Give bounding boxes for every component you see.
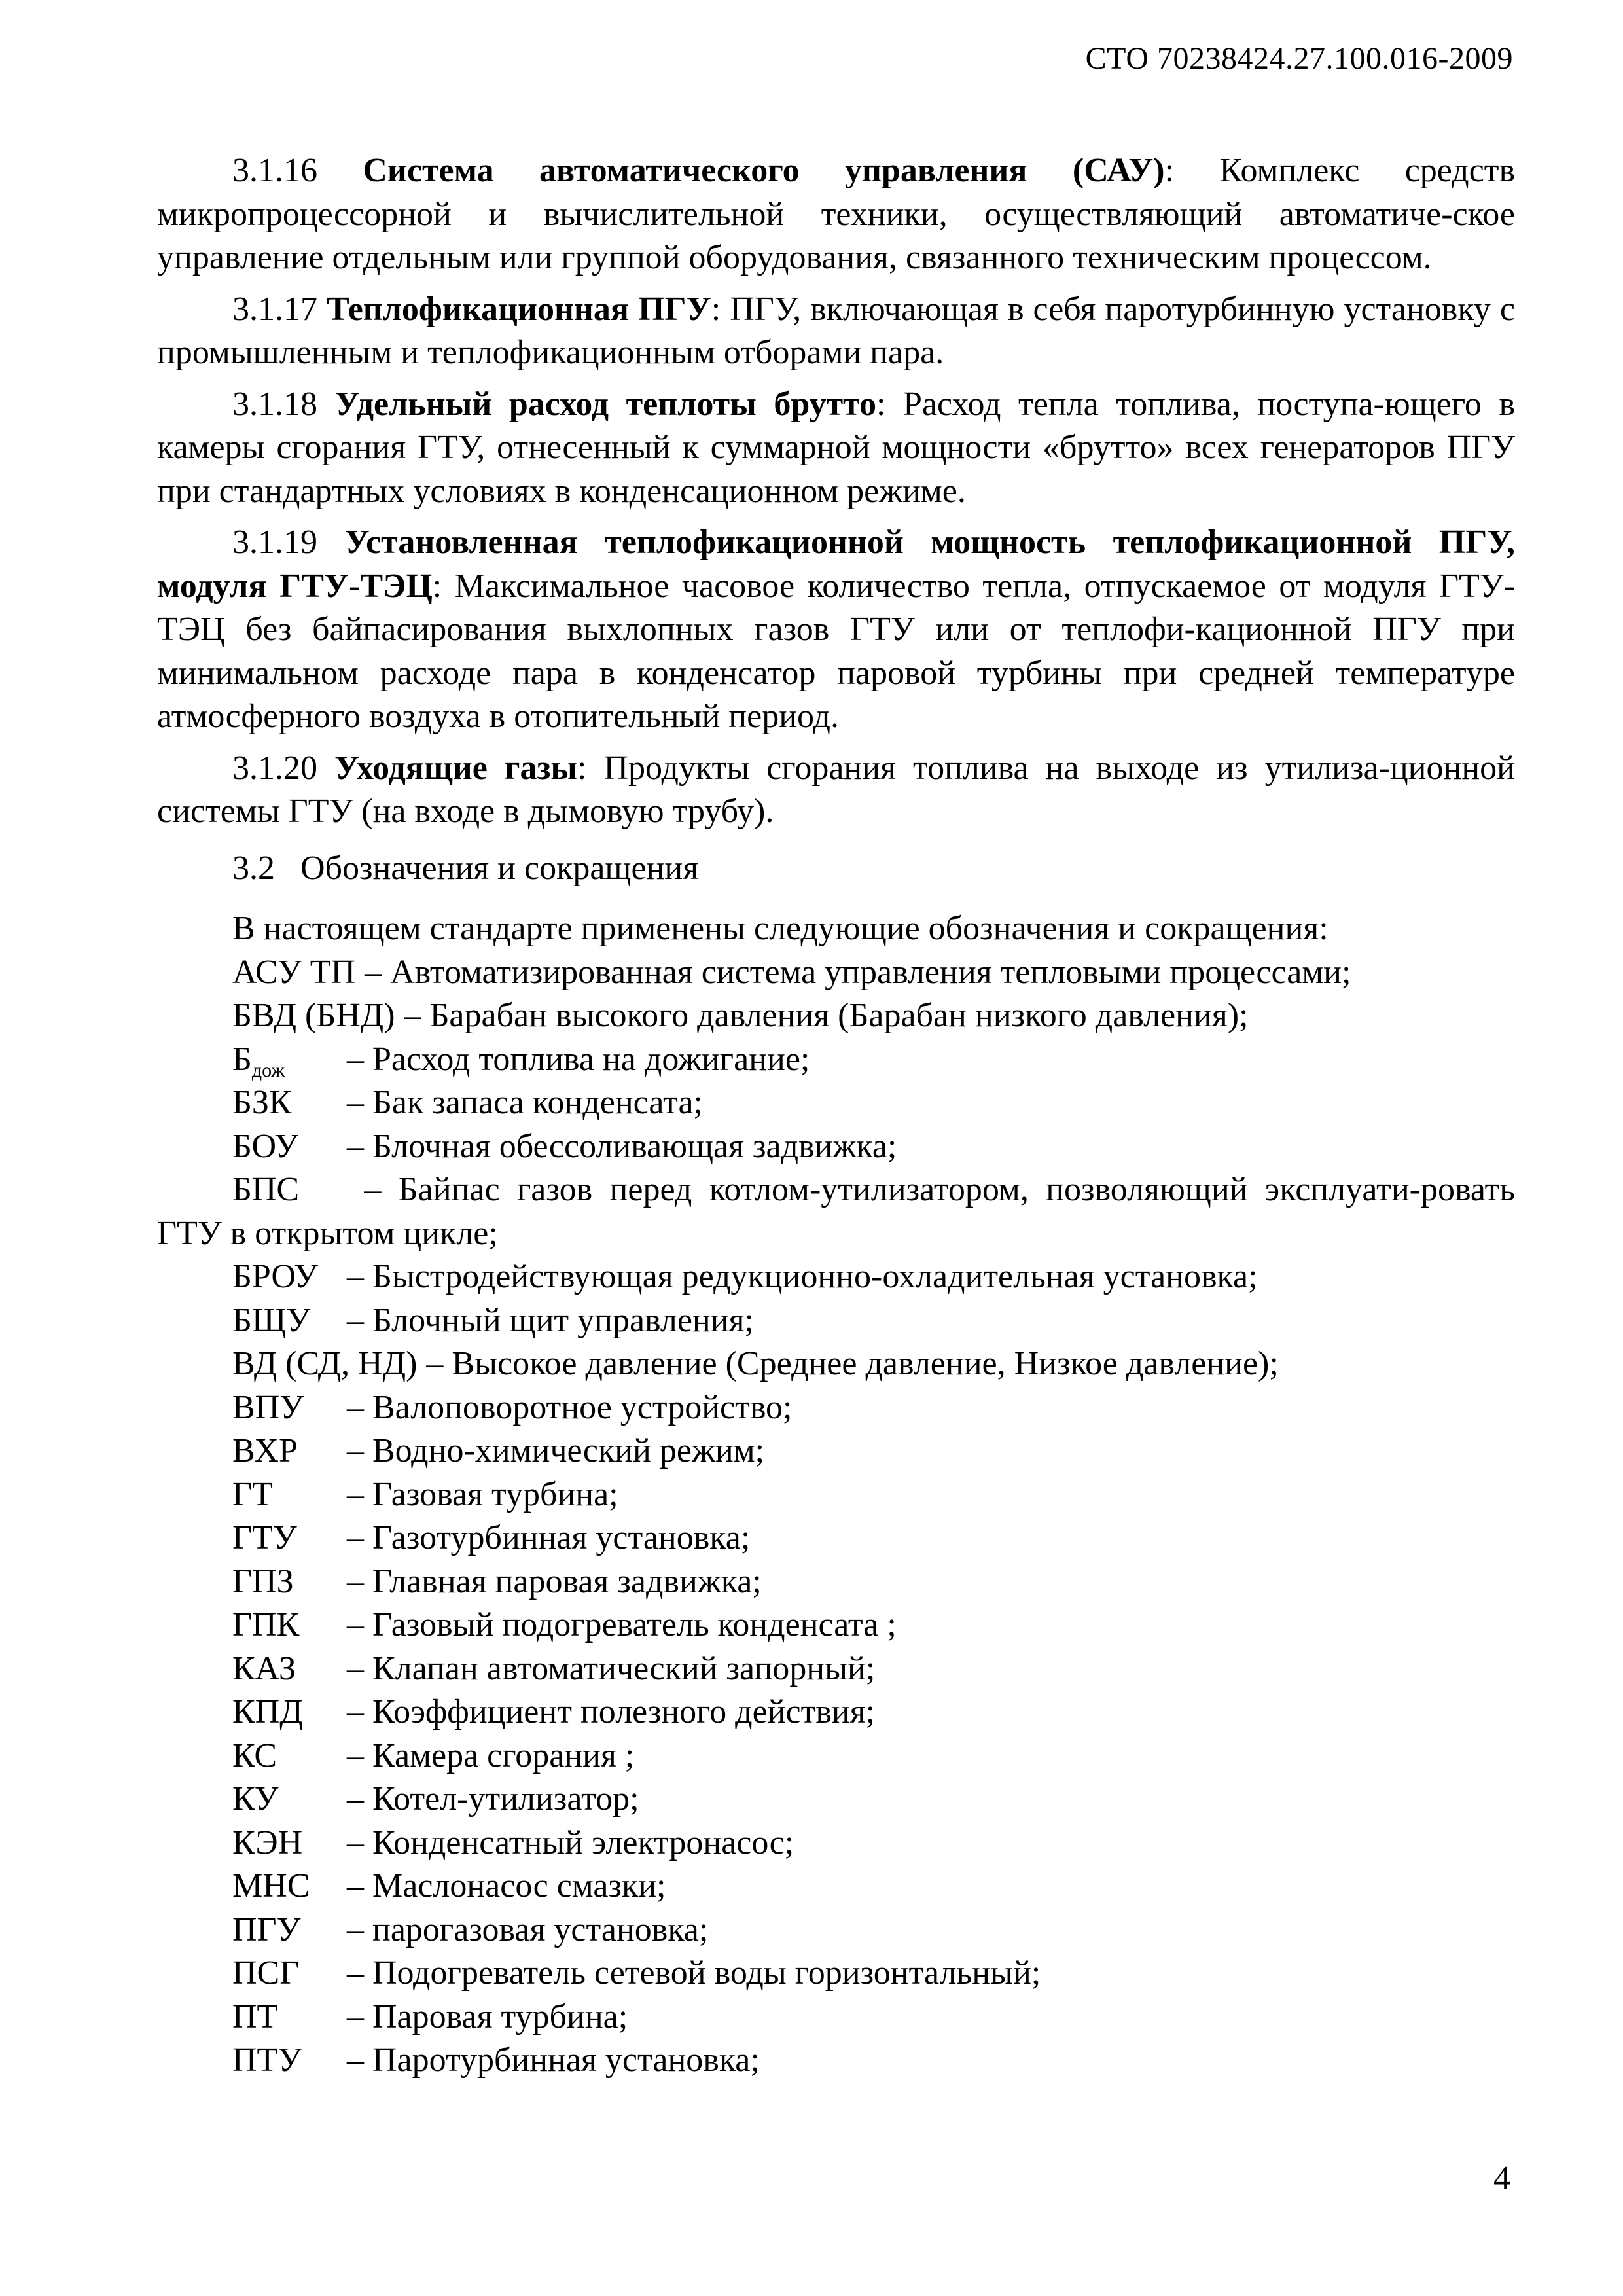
abbreviation-row <box>232 951 1515 995</box>
abbreviation-term-text: ПТУ <box>232 2041 302 2079</box>
abbreviation-term-text: МНС <box>232 1867 310 1905</box>
section-title: Обозначения и сокращения <box>300 849 699 887</box>
abbreviation-term-text: БРОУ <box>232 1258 318 1295</box>
definition-paragraph <box>157 149 1515 280</box>
abbreviation-term-text: ВХР <box>232 1432 298 1469</box>
abbreviation-term-text: КАЗ <box>232 1649 296 1687</box>
definition-term: Теплофикационная ПГУ <box>327 290 711 328</box>
definition-number: 3.1.17 <box>232 290 317 328</box>
abbreviation-term <box>232 1560 347 1604</box>
section-number: 3.2 <box>232 849 275 887</box>
abbreviation-row <box>232 1691 1515 1734</box>
definition-text: Продукты сгорания топлива на выходе из утилиза-ционной системы ГТУ (на входе в дымовую трубу). <box>157 749 1515 830</box>
abbreviation-definition: – Байпас газов перед котлом-утилизатором, позволяющий эксплуати-ровать ГТУ в открытом цикле; <box>157 1171 1516 1252</box>
abbreviation-term-text: КУ <box>232 1780 279 1818</box>
abbreviation-term-text: ГПК <box>232 1606 300 1643</box>
abbreviation-term-text: БПС <box>232 1171 300 1208</box>
abbreviation-term-text: ВПУ <box>232 1388 304 1426</box>
abbreviation-term <box>232 1691 347 1734</box>
abbreviation-row <box>232 1647 1515 1691</box>
abbreviation-row <box>232 1865 1515 1909</box>
definition-term: Система автоматического управления (САУ) <box>363 152 1165 189</box>
abbreviation-term-text: ПТ <box>232 1998 278 2036</box>
abbreviation-term-text: БЩУ <box>232 1301 311 1339</box>
abbreviation-row <box>232 1081 1515 1125</box>
abbreviation-definition: – Высокое давление (Среднее давление, Низкое давление); <box>426 1345 1279 1382</box>
abbreviation-term-text: ПСГ <box>232 1954 300 1992</box>
abbreviation-row <box>232 1734 1515 1778</box>
abbreviation-term <box>232 1038 347 1082</box>
abbreviations-list <box>157 951 1515 2083</box>
definition-separator: : <box>1164 152 1175 189</box>
definition-number: 3.1.19 <box>232 524 317 561</box>
abbreviation-row <box>232 1516 1515 1560</box>
abbreviation-definition: – Газовый подогреватель конденсата ; <box>347 1606 897 1643</box>
abbreviation-definition: – Главная паровая задвижка; <box>347 1562 762 1600</box>
page-number: 4 <box>1493 2160 1510 2197</box>
abbreviation-term <box>232 1821 347 1865</box>
abbreviation-definition: – Котел-утилизатор; <box>347 1780 639 1818</box>
abbreviation-term-text: БОУ <box>232 1127 298 1165</box>
definition-paragraph <box>157 747 1515 834</box>
abbreviation-row <box>232 1604 1515 1647</box>
abbreviation-definition: – Расход топлива на дожигание; <box>347 1040 810 1078</box>
abbreviation-term-subscript: дож <box>251 1059 285 1081</box>
abbreviation-row <box>157 1168 1515 1255</box>
definition-separator: : <box>577 749 587 787</box>
abbreviation-term <box>232 1081 347 1125</box>
abbreviation-term <box>232 1996 347 2039</box>
abbreviation-row <box>232 1821 1515 1865</box>
abbreviation-term <box>232 1778 347 1821</box>
abbreviation-term <box>232 1168 347 1212</box>
definition-number: 3.1.20 <box>232 749 317 787</box>
definitions-list <box>157 149 1515 834</box>
abbreviation-term-text: КС <box>232 1736 277 1774</box>
abbreviation-definition: – Газовая турбина; <box>347 1475 618 1513</box>
abbreviation-definition: – Конденсатный электронасос; <box>347 1823 794 1861</box>
abbreviation-term <box>232 1516 347 1560</box>
abbreviation-term-text: ГТ <box>232 1475 273 1513</box>
abbreviation-definition: – Быстродействующая редукционно-охладительная установка; <box>347 1258 1258 1295</box>
abbreviations-intro: В настоящем стандарте применены следующие обозначения и сокращения: <box>232 910 1329 947</box>
abbreviation-term-text: КЭН <box>232 1823 303 1861</box>
abbreviation-definition: – Блочная обессоливающая задвижка; <box>347 1127 897 1165</box>
abbreviation-term-text: ВД (СД, НД) <box>232 1345 418 1382</box>
abbreviation-definition: – Коэффициент полезного действия; <box>347 1693 876 1731</box>
abbreviation-term-text: ПГУ <box>232 1910 301 1948</box>
abbreviation-term <box>232 1473 347 1517</box>
abbreviation-term-text: БВД (БНД) <box>232 997 395 1034</box>
abbreviation-row <box>232 2039 1515 2083</box>
definition-separator: : <box>432 567 442 605</box>
abbreviation-definition: – Клапан автоматический запорный; <box>347 1649 876 1687</box>
definition-text: Комплекс средств микропроцессорной и вычислительной техники, осуществляющий автоматиче-ское управление отдельным или группой оборудования, связанного техническим процессом. <box>157 152 1515 276</box>
definition-term: Удельный расход теплоты брутто <box>334 385 877 423</box>
abbreviation-term <box>232 1125 347 1169</box>
abbreviation-definition: – Газотурбинная установка; <box>347 1519 751 1556</box>
abbreviation-definition: – Автоматизированная система управления тепловыми процессами; <box>365 953 1351 991</box>
abbreviation-row <box>232 1125 1515 1169</box>
abbreviation-term <box>232 994 395 1038</box>
abbreviation-definition: – Паровая турбина; <box>347 1998 628 2036</box>
abbreviation-term <box>232 1299 347 1343</box>
abbreviation-row <box>232 1473 1515 1517</box>
definition-term: Установленная теплофикационной мощность теплофикационной ПГУ, модуля ГТУ-ТЭЦ <box>157 524 1516 605</box>
abbreviation-row <box>232 1386 1515 1430</box>
abbreviation-row <box>232 1299 1515 1343</box>
abbreviation-row <box>232 1255 1515 1299</box>
abbreviation-definition: – Маслонасос смазки; <box>347 1867 666 1905</box>
abbreviation-row <box>232 994 1515 1038</box>
abbreviation-definition: – Подогреватель сетевой воды горизонтальный; <box>347 1954 1041 1992</box>
abbreviation-term <box>232 1386 347 1430</box>
abbreviation-term-text: АСУ ТП <box>232 953 356 991</box>
abbreviation-term <box>232 2039 347 2083</box>
abbreviation-term <box>232 1865 347 1909</box>
abbreviation-term <box>232 1604 347 1647</box>
abbreviation-row <box>232 1038 1515 1082</box>
definition-separator: : <box>711 290 721 328</box>
abbreviation-definition: – Водно-химический режим; <box>347 1432 765 1469</box>
abbreviation-definition: – Валоповоротное устройство; <box>347 1388 793 1426</box>
page-content <box>157 149 1515 2083</box>
definition-number: 3.1.16 <box>232 152 317 189</box>
definition-term: Уходящие газы <box>334 749 577 787</box>
definition-paragraph <box>157 383 1515 514</box>
abbreviation-row <box>232 1342 1515 1386</box>
abbreviation-definition: – Барабан высокого давления (Барабан низкого давления); <box>404 997 1249 1034</box>
definition-text: Расход тепла топлива, поступа-ющего в камеры сгорания ГТУ, отнесенный к суммарной мощности «брутто» всех генераторов ПГУ при стандартных условиях в конденсационном режиме. <box>157 385 1515 510</box>
definition-paragraph <box>157 521 1515 739</box>
abbreviation-term <box>232 951 355 995</box>
section-heading <box>232 847 1515 891</box>
abbreviation-definition: – Паротурбинная установка; <box>347 2041 760 2079</box>
definition-text: Максимальное часовое количество тепла, отпускаемое от модуля ГТУ-ТЭЦ без байпасирования выхлопных газов ГТУ или от теплофи-кационной ПГУ при минимальном расходе пара в конденсатор паровой турбины при средней температуре атмосферного воздуха в отопительный период. <box>157 567 1515 735</box>
abbreviation-term <box>232 1342 417 1386</box>
abbreviation-term <box>232 1952 347 1996</box>
abbreviation-definition: – Камера сгорания ; <box>347 1736 635 1774</box>
abbreviation-term-text: БЗК <box>232 1084 292 1121</box>
document-code: СТО 70238424.27.100.016-2009 <box>1085 41 1513 76</box>
abbreviation-row <box>232 1996 1515 2039</box>
abbreviation-term <box>232 1429 347 1473</box>
abbreviation-definition: – парогазовая установка; <box>347 1910 709 1948</box>
abbreviation-row <box>232 1778 1515 1821</box>
abbreviation-term-text: ГПЗ <box>232 1562 294 1600</box>
definition-separator: : <box>876 385 886 423</box>
abbreviation-term <box>232 1909 347 1952</box>
abbreviation-term <box>232 1647 347 1691</box>
abbreviation-term-text: ГТУ <box>232 1519 297 1556</box>
abbreviation-row <box>232 1560 1515 1604</box>
abbreviation-term-text: КПД <box>232 1693 303 1731</box>
abbreviation-row <box>232 1909 1515 1952</box>
abbreviation-term <box>232 1734 347 1778</box>
definition-number: 3.1.18 <box>232 385 317 423</box>
definition-paragraph <box>157 288 1515 375</box>
abbreviation-row <box>232 1429 1515 1473</box>
abbreviation-definition: – Бак запаса конденсата; <box>347 1084 703 1121</box>
definition-text: ПГУ, включающая в себя паротурбинную установку с промышленным и теплофикационным отборами пара. <box>157 290 1515 371</box>
abbreviation-term-text: Б <box>232 1040 252 1078</box>
abbreviation-row <box>232 1952 1515 1996</box>
abbreviation-term <box>232 1255 347 1299</box>
abbreviation-definition: – Блочный щит управления; <box>347 1301 754 1339</box>
